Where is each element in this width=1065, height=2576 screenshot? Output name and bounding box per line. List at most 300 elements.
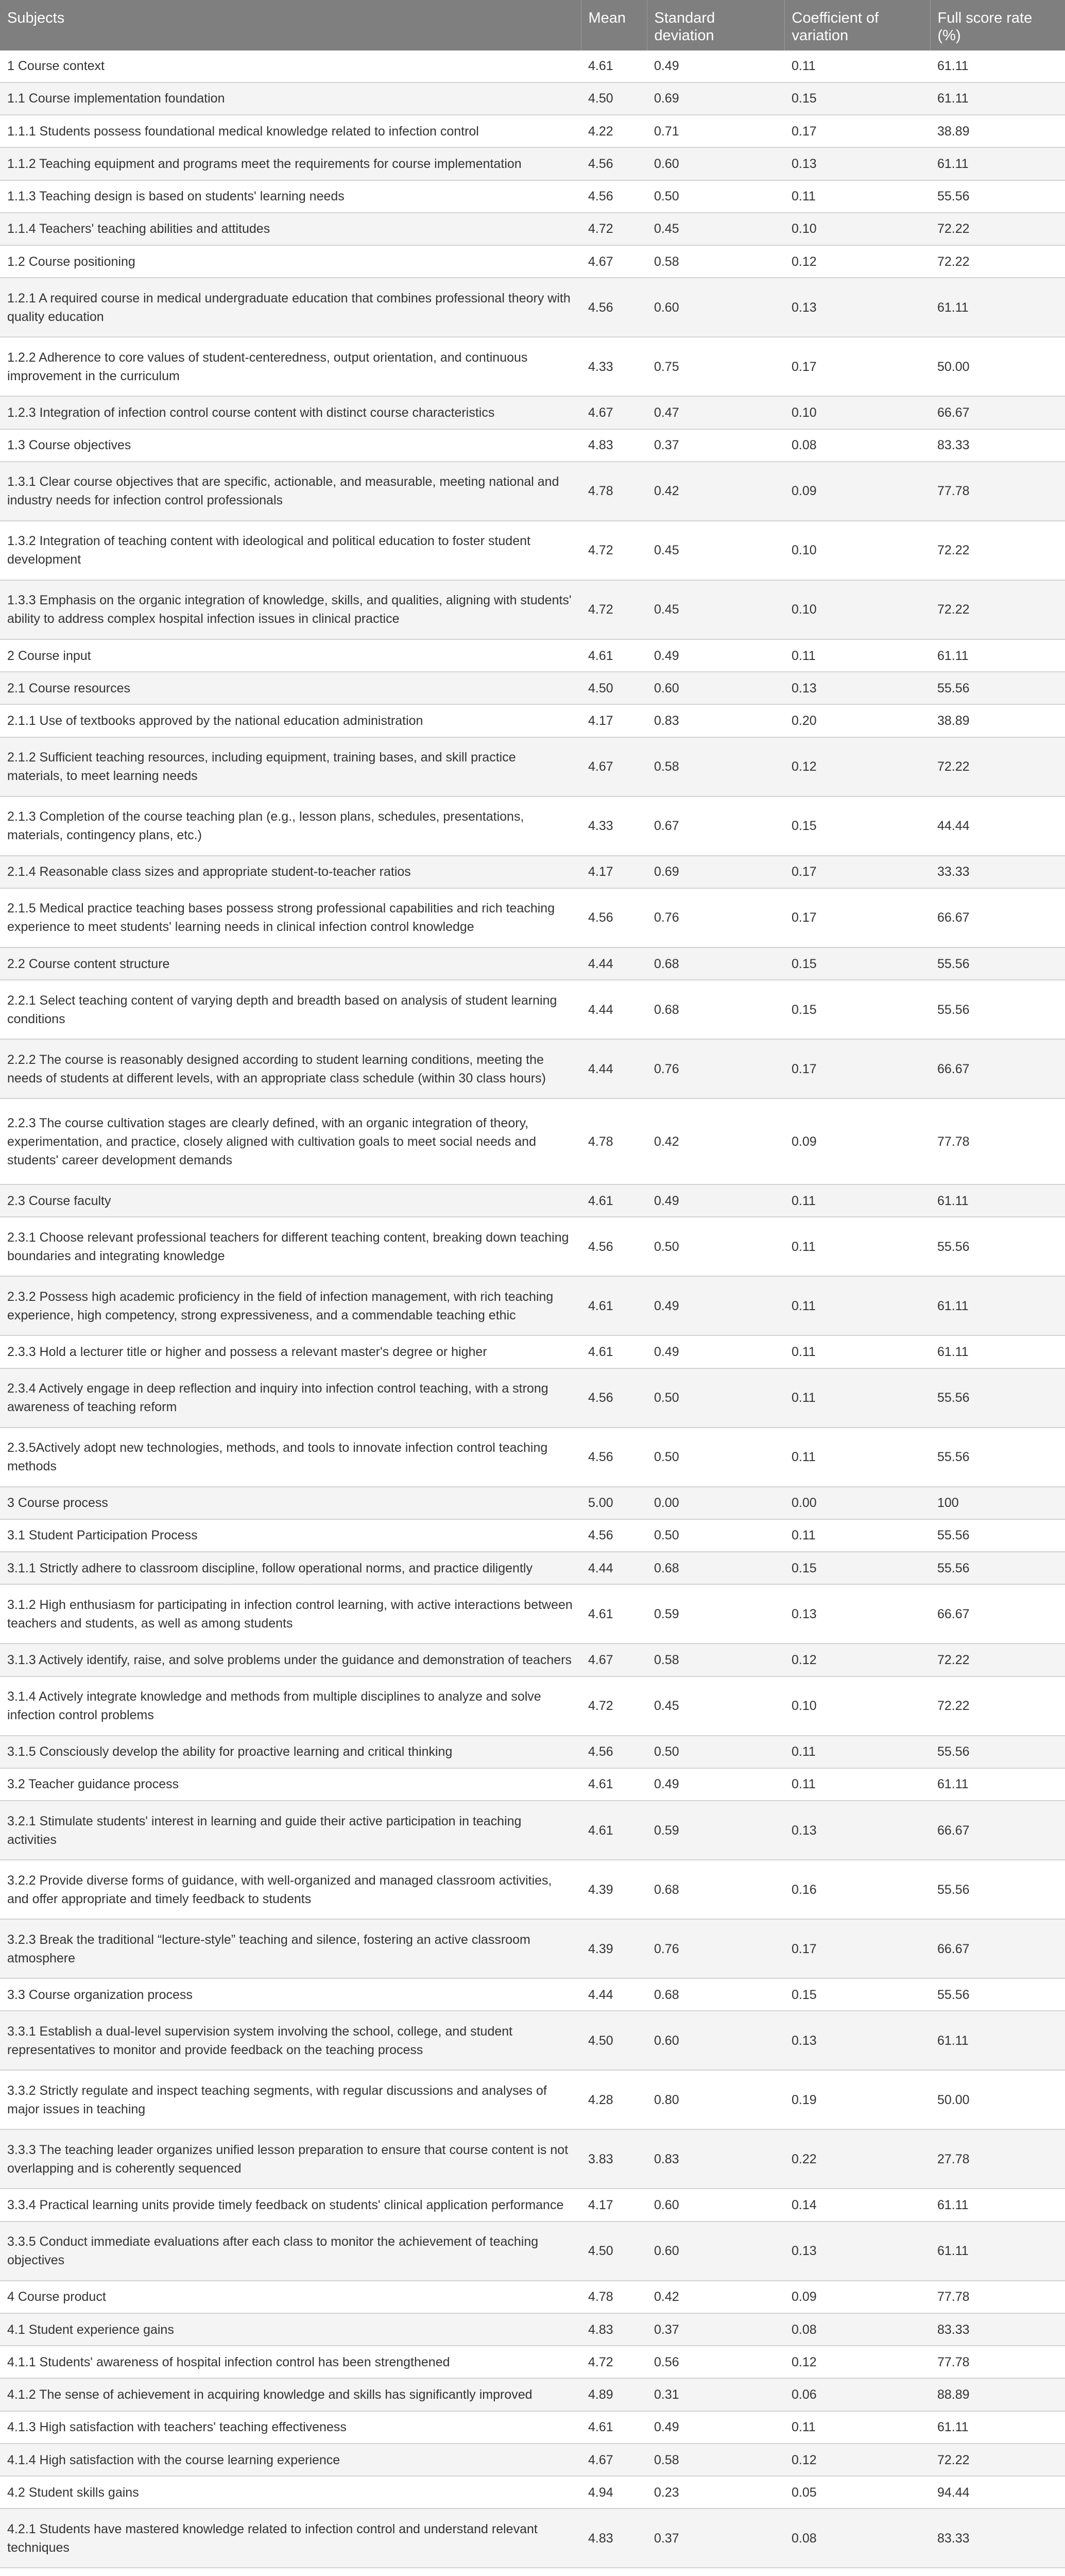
cell-subject: 2.2 Course content structure bbox=[0, 947, 581, 980]
table-row bbox=[0, 278, 1065, 337]
cell-coefficient-of-variation: 0.15 bbox=[784, 796, 930, 856]
table-row bbox=[0, 704, 1065, 737]
cell-subject: 1.2 Course positioning bbox=[0, 245, 581, 278]
cell-standard-deviation: 0.58 bbox=[647, 245, 784, 278]
table-row bbox=[0, 2378, 1065, 2411]
cell-subject: 2.3 Course faculty bbox=[0, 1184, 581, 1217]
cell-full-score-rate: 44.44 bbox=[930, 796, 1065, 856]
table-row bbox=[0, 1736, 1065, 1768]
cell-coefficient-of-variation: 0.11 bbox=[784, 1768, 930, 1801]
cell-standard-deviation: 0.45 bbox=[647, 1676, 784, 1736]
cell-mean: 4.39 bbox=[581, 1919, 647, 1978]
cell-full-score-rate: 61.11 bbox=[930, 2189, 1065, 2221]
cell-mean: 4.50 bbox=[581, 2011, 647, 2070]
cell-mean: 4.56 bbox=[581, 1736, 647, 1768]
cell-standard-deviation: 0.42 bbox=[647, 2281, 784, 2313]
table-row bbox=[0, 1098, 1065, 1184]
cell-standard-deviation: 0.60 bbox=[647, 278, 784, 337]
cell-subject: 3.2 Teacher guidance process bbox=[0, 1768, 581, 1801]
table-row bbox=[0, 2281, 1065, 2313]
cell-full-score-rate bbox=[930, 2568, 1065, 2576]
cell-full-score-rate: 77.78 bbox=[930, 1098, 1065, 1184]
cell-standard-deviation: 0.76 bbox=[647, 1039, 784, 1098]
cell-coefficient-of-variation: 0.13 bbox=[784, 278, 930, 337]
cell-coefficient-of-variation: 0.13 bbox=[784, 672, 930, 704]
cell-mean: 4.17 bbox=[581, 704, 647, 737]
cell-coefficient-of-variation: 0.20 bbox=[784, 704, 930, 737]
cell-subject: 4.1.1 Students' awareness of hospital infection control has been strengthened bbox=[0, 2346, 581, 2378]
table-row bbox=[0, 1217, 1065, 1276]
cell-standard-deviation: 0.60 bbox=[647, 2222, 784, 2281]
cell-subject: 2.1.2 Sufficient teaching resources, including equipment, training bases, and skill practice materials, to meet learning needs bbox=[0, 737, 581, 796]
cell-mean: 4.17 bbox=[581, 2189, 647, 2221]
cell-full-score-rate: 61.11 bbox=[930, 1276, 1065, 1335]
cell-coefficient-of-variation: 0.17 bbox=[784, 1919, 930, 1978]
cell-subject: 2.3.3 Hold a lecturer title or higher and possess a relevant master's degree or higher bbox=[0, 1335, 581, 1368]
cell-coefficient-of-variation: 0.06 bbox=[784, 2378, 930, 2411]
cell-mean: 4.78 bbox=[581, 462, 647, 521]
cell-mean: 4.56 bbox=[581, 1519, 647, 1552]
cell-standard-deviation: 0.50 bbox=[647, 1368, 784, 1428]
cell-coefficient-of-variation: 0.10 bbox=[784, 396, 930, 429]
cell-full-score-rate: 55.56 bbox=[930, 1860, 1065, 1919]
cell-subject: 1.1.4 Teachers' teaching abilities and attitudes bbox=[0, 213, 581, 245]
table-row bbox=[0, 2568, 1065, 2576]
cell-standard-deviation: 0.69 bbox=[647, 82, 784, 115]
cell-coefficient-of-variation: 0.15 bbox=[784, 947, 930, 980]
table-row bbox=[0, 1676, 1065, 1736]
cell-full-score-rate: 61.11 bbox=[930, 1184, 1065, 1217]
cell-full-score-rate: 61.11 bbox=[930, 50, 1065, 82]
table-row bbox=[0, 1584, 1065, 1643]
cell-standard-deviation: 0.45 bbox=[647, 521, 784, 580]
cell-standard-deviation: 0.75 bbox=[647, 337, 784, 396]
cell-subject: 3.3.4 Practical learning units provide timely feedback on students' clinical application performance bbox=[0, 2189, 581, 2221]
table-row bbox=[0, 2129, 1065, 2189]
cell-subject: 2.2.2 The course is reasonably designed according to student learning conditions, meeting the needs of students at different levels, with an appropriate class schedule (within 30 class hours) bbox=[0, 1039, 581, 1098]
cell-mean: 4.56 bbox=[581, 1368, 647, 1428]
cell-mean: 4.72 bbox=[581, 1676, 647, 1736]
cell-coefficient-of-variation: 0.17 bbox=[784, 856, 930, 888]
cell-full-score-rate: 61.11 bbox=[930, 639, 1065, 672]
cell-full-score-rate: 66.67 bbox=[930, 1584, 1065, 1643]
table-row bbox=[0, 1428, 1065, 1487]
table-row bbox=[0, 180, 1065, 213]
cell-mean: 5.00 bbox=[581, 1487, 647, 1519]
table-row bbox=[0, 2411, 1065, 2444]
table-row bbox=[0, 980, 1065, 1039]
cell-standard-deviation: 0.31 bbox=[647, 2378, 784, 2411]
table-row bbox=[0, 1184, 1065, 1217]
cell-mean: 4.67 bbox=[581, 2444, 647, 2476]
cell-subject bbox=[0, 2568, 581, 2576]
cell-coefficient-of-variation: 0.09 bbox=[784, 1098, 930, 1184]
table-row bbox=[0, 521, 1065, 580]
cell-mean: 4.56 bbox=[581, 278, 647, 337]
cell-mean: 4.17 bbox=[581, 856, 647, 888]
cell-full-score-rate: 33.33 bbox=[930, 856, 1065, 888]
cell-mean: 4.33 bbox=[581, 796, 647, 856]
table-row bbox=[0, 1335, 1065, 1368]
cell-mean: 4.72 bbox=[581, 521, 647, 580]
table-row bbox=[0, 1552, 1065, 1584]
cell-full-score-rate: 83.33 bbox=[930, 429, 1065, 462]
cell-subject: 2.3.5Actively adopt new technologies, methods, and tools to innovate infection control teaching methods bbox=[0, 1428, 581, 1487]
cell-subject: 3.1.3 Actively identify, raise, and solve problems under the guidance and demonstration of teachers bbox=[0, 1643, 581, 1676]
cell-full-score-rate: 55.56 bbox=[930, 947, 1065, 980]
table-row bbox=[0, 672, 1065, 704]
cell-coefficient-of-variation: 0.13 bbox=[784, 1801, 930, 1860]
table-row bbox=[0, 2346, 1065, 2378]
cell-subject: 4.1 Student experience gains bbox=[0, 2313, 581, 2346]
cell-subject: 1.3.1 Clear course objectives that are specific, actionable, and measurable, meeting national and industry needs for infection control professionals bbox=[0, 462, 581, 521]
cell-subject: 2.1.3 Completion of the course teaching plan (e.g., lesson plans, schedules, presentations, materials, contingency plans, etc.) bbox=[0, 796, 581, 856]
header-subjects: Subjects bbox=[0, 0, 581, 50]
cell-full-score-rate: 100 bbox=[930, 1487, 1065, 1519]
cell-standard-deviation: 0.68 bbox=[647, 1860, 784, 1919]
cell-mean: 4.72 bbox=[581, 580, 647, 639]
cell-subject: 4.1.3 High satisfaction with teachers' teaching effectiveness bbox=[0, 2411, 581, 2444]
cell-subject: 1.1 Course implementation foundation bbox=[0, 82, 581, 115]
cell-full-score-rate: 61.11 bbox=[930, 278, 1065, 337]
cell-coefficient-of-variation: 0.15 bbox=[784, 1552, 930, 1584]
cell-coefficient-of-variation: 0.17 bbox=[784, 888, 930, 947]
cell-mean: 4.67 bbox=[581, 737, 647, 796]
cell-subject: 1.2.2 Adherence to core values of student-centeredness, output orientation, and continuous improvement in the curriculum bbox=[0, 337, 581, 396]
cell-full-score-rate: 55.56 bbox=[930, 980, 1065, 1039]
cell-standard-deviation: 0.60 bbox=[647, 2011, 784, 2070]
cell-mean: 4.56 bbox=[581, 147, 647, 180]
cell-coefficient-of-variation: 0.11 bbox=[784, 2411, 930, 2444]
cell-full-score-rate: 72.22 bbox=[930, 2444, 1065, 2476]
cell-mean: 4.39 bbox=[581, 1860, 647, 1919]
cell-standard-deviation: 0.68 bbox=[647, 1552, 784, 1584]
cell-subject: 3.3.5 Conduct immediate evaluations after each class to monitor the achievement of teaching objectives bbox=[0, 2222, 581, 2281]
cell-coefficient-of-variation: 0.11 bbox=[784, 1335, 930, 1368]
cell-full-score-rate: 61.11 bbox=[930, 82, 1065, 115]
cell-standard-deviation: 0.58 bbox=[647, 1643, 784, 1676]
cell-subject: 3.2.3 Break the traditional “lecture-style” teaching and silence, fostering an active classroom atmosphere bbox=[0, 1919, 581, 1978]
cell-subject: 3.1.1 Strictly adhere to classroom discipline, follow operational norms, and practice diligently bbox=[0, 1552, 581, 1584]
cell-mean: 4.44 bbox=[581, 980, 647, 1039]
cell-mean: 4.22 bbox=[581, 115, 647, 147]
cell-mean: 4.89 bbox=[581, 2378, 647, 2411]
cell-mean: 4.44 bbox=[581, 1039, 647, 1098]
cell-standard-deviation: 0.37 bbox=[647, 429, 784, 462]
cell-full-score-rate: 72.22 bbox=[930, 1643, 1065, 1676]
table-row bbox=[0, 462, 1065, 521]
cell-coefficient-of-variation: 0.12 bbox=[784, 2346, 930, 2378]
cell-subject: 3.3.3 The teaching leader organizes unified lesson preparation to ensure that course content is not overlapping and is coherently sequenced bbox=[0, 2129, 581, 2189]
header-coefficient-of-variation: Coefficient of variation bbox=[784, 0, 930, 50]
cell-mean: 4.67 bbox=[581, 245, 647, 278]
cell-mean: 4.61 bbox=[581, 1768, 647, 1801]
cell-mean: 4.28 bbox=[581, 2070, 647, 2129]
cell-subject: 3.3.2 Strictly regulate and inspect teaching segments, with regular discussions and analyses of major issues in teaching bbox=[0, 2070, 581, 2129]
cell-standard-deviation: 0.42 bbox=[647, 462, 784, 521]
cell-full-score-rate: 66.67 bbox=[930, 396, 1065, 429]
cell-subject: 1.2.3 Integration of infection control course content with distinct course characteristics bbox=[0, 396, 581, 429]
table-row bbox=[0, 1978, 1065, 2011]
cell-full-score-rate: 55.56 bbox=[930, 1217, 1065, 1276]
cell-subject: 1.1.1 Students possess foundational medical knowledge related to infection control bbox=[0, 115, 581, 147]
cell-coefficient-of-variation: 0.22 bbox=[784, 2129, 930, 2189]
cell-coefficient-of-variation: 0.10 bbox=[784, 1676, 930, 1736]
cell-subject: 1.3.2 Integration of teaching content with ideological and political education to foster student development bbox=[0, 521, 581, 580]
cell-full-score-rate: 88.89 bbox=[930, 2378, 1065, 2411]
cell-coefficient-of-variation: 0.11 bbox=[784, 1428, 930, 1487]
cell-coefficient-of-variation: 0.13 bbox=[784, 147, 930, 180]
cell-standard-deviation: 0.68 bbox=[647, 980, 784, 1039]
cell-coefficient-of-variation: 0.11 bbox=[784, 1184, 930, 1217]
cell-mean: 4.67 bbox=[581, 1643, 647, 1676]
cell-mean: 4.56 bbox=[581, 180, 647, 213]
table-row bbox=[0, 50, 1065, 82]
cell-full-score-rate: 72.22 bbox=[930, 245, 1065, 278]
cell-mean: 4.61 bbox=[581, 639, 647, 672]
cell-standard-deviation: 0.47 bbox=[647, 396, 784, 429]
cell-mean: 4.94 bbox=[581, 2476, 647, 2509]
cell-coefficient-of-variation: 0.16 bbox=[784, 1860, 930, 1919]
cell-full-score-rate: 61.11 bbox=[930, 2411, 1065, 2444]
table-row bbox=[0, 2476, 1065, 2509]
cell-standard-deviation bbox=[647, 2568, 784, 2576]
cell-standard-deviation: 0.45 bbox=[647, 213, 784, 245]
cell-standard-deviation: 0.49 bbox=[647, 1276, 784, 1335]
cell-full-score-rate: 83.33 bbox=[930, 2509, 1065, 2568]
table-body bbox=[0, 50, 1065, 2576]
header-standard-deviation: Standard deviation bbox=[647, 0, 784, 50]
cell-standard-deviation: 0.58 bbox=[647, 2444, 784, 2476]
cell-subject: 1.3.3 Emphasis on the organic integration of knowledge, skills, and qualities, aligning with students' ability to address complex hospital infection issues in clinical practice bbox=[0, 580, 581, 639]
cell-subject: 4 Course product bbox=[0, 2281, 581, 2313]
cell-full-score-rate: 38.89 bbox=[930, 704, 1065, 737]
cell-standard-deviation: 0.58 bbox=[647, 737, 784, 796]
table-row bbox=[0, 2189, 1065, 2221]
table-row bbox=[0, 1039, 1065, 1098]
cell-mean: 4.50 bbox=[581, 82, 647, 115]
cell-full-score-rate: 94.44 bbox=[930, 2476, 1065, 2509]
cell-full-score-rate: 55.56 bbox=[930, 1552, 1065, 1584]
table-row bbox=[0, 856, 1065, 888]
cell-coefficient-of-variation: 0.08 bbox=[784, 429, 930, 462]
cell-standard-deviation: 0.68 bbox=[647, 1978, 784, 2011]
cell-subject: 3.1.5 Consciously develop the ability for proactive learning and critical thinking bbox=[0, 1736, 581, 1768]
cell-mean: 4.61 bbox=[581, 2411, 647, 2444]
cell-mean: 4.72 bbox=[581, 2346, 647, 2378]
cell-full-score-rate: 55.56 bbox=[930, 1368, 1065, 1428]
cell-coefficient-of-variation: 0.00 bbox=[784, 1487, 930, 1519]
cell-mean: 4.67 bbox=[581, 396, 647, 429]
cell-standard-deviation: 0.59 bbox=[647, 1801, 784, 1860]
cell-coefficient-of-variation: 0.15 bbox=[784, 980, 930, 1039]
cell-subject: 3.2.1 Stimulate students' interest in learning and guide their active participation in teaching activities bbox=[0, 1801, 581, 1860]
cell-standard-deviation: 0.67 bbox=[647, 796, 784, 856]
cell-subject: 1.2.1 A required course in medical undergraduate education that combines professional theory with quality education bbox=[0, 278, 581, 337]
cell-mean: 4.56 bbox=[581, 1428, 647, 1487]
cell-standard-deviation: 0.45 bbox=[647, 580, 784, 639]
cell-full-score-rate: 66.67 bbox=[930, 888, 1065, 947]
table-row bbox=[0, 1519, 1065, 1552]
cell-coefficient-of-variation: 0.10 bbox=[784, 213, 930, 245]
cell-full-score-rate: 55.56 bbox=[930, 1736, 1065, 1768]
cell-subject: 2 Course input bbox=[0, 639, 581, 672]
cell-subject: 1 Course context bbox=[0, 50, 581, 82]
cell-coefficient-of-variation: 0.11 bbox=[784, 1519, 930, 1552]
cell-mean: 4.78 bbox=[581, 2281, 647, 2313]
cell-standard-deviation: 0.49 bbox=[647, 1768, 784, 1801]
cell-full-score-rate: 61.11 bbox=[930, 1768, 1065, 1801]
cell-coefficient-of-variation: 0.10 bbox=[784, 521, 930, 580]
cell-standard-deviation: 0.49 bbox=[647, 50, 784, 82]
cell-full-score-rate: 55.56 bbox=[930, 180, 1065, 213]
cell-coefficient-of-variation: 0.13 bbox=[784, 2011, 930, 2070]
cell-standard-deviation: 0.49 bbox=[647, 2411, 784, 2444]
cell-standard-deviation: 0.68 bbox=[647, 947, 784, 980]
table-row bbox=[0, 2444, 1065, 2476]
cell-standard-deviation: 0.83 bbox=[647, 2129, 784, 2189]
cell-standard-deviation: 0.50 bbox=[647, 1736, 784, 1768]
cell-subject: 3.3 Course organization process bbox=[0, 1978, 581, 2011]
cell-full-score-rate: 27.78 bbox=[930, 2129, 1065, 2189]
cell-full-score-rate: 38.89 bbox=[930, 115, 1065, 147]
cell-standard-deviation: 0.60 bbox=[647, 672, 784, 704]
cell-coefficient-of-variation: 0.17 bbox=[784, 337, 930, 396]
cell-subject: 4.2 Student skills gains bbox=[0, 2476, 581, 2509]
cell-full-score-rate: 77.78 bbox=[930, 462, 1065, 521]
cell-subject: 4.1.2 The sense of achievement in acquiring knowledge and skills has significantly improved bbox=[0, 2378, 581, 2411]
cell-coefficient-of-variation: 0.11 bbox=[784, 50, 930, 82]
cell-coefficient-of-variation: 0.12 bbox=[784, 245, 930, 278]
cell-coefficient-of-variation: 0.13 bbox=[784, 1584, 930, 1643]
table-row bbox=[0, 396, 1065, 429]
cell-coefficient-of-variation: 0.12 bbox=[784, 737, 930, 796]
cell-coefficient-of-variation: 0.09 bbox=[784, 462, 930, 521]
cell-mean: 4.61 bbox=[581, 1584, 647, 1643]
table-row bbox=[0, 2011, 1065, 2070]
cell-mean: 4.44 bbox=[581, 1978, 647, 2011]
cell-full-score-rate: 50.00 bbox=[930, 2070, 1065, 2129]
cell-full-score-rate: 50.00 bbox=[930, 337, 1065, 396]
cell-standard-deviation: 0.23 bbox=[647, 2476, 784, 2509]
cell-mean: 4.50 bbox=[581, 2222, 647, 2281]
table-row bbox=[0, 2313, 1065, 2346]
cell-full-score-rate: 77.78 bbox=[930, 2281, 1065, 2313]
cell-subject: 4.2.1 Students have mastered knowledge related to infection control and understand relevant techniques bbox=[0, 2509, 581, 2568]
table-row bbox=[0, 82, 1065, 115]
cell-coefficient-of-variation: 0.17 bbox=[784, 115, 930, 147]
cell-coefficient-of-variation: 0.19 bbox=[784, 2070, 930, 2129]
cell-mean: 4.61 bbox=[581, 1276, 647, 1335]
cell-coefficient-of-variation: 0.13 bbox=[784, 2222, 930, 2281]
cell-mean: 4.83 bbox=[581, 2509, 647, 2568]
table-row bbox=[0, 1860, 1065, 1919]
cell-subject: 3.2.2 Provide diverse forms of guidance, with well-organized and managed classroom activities, and offer appropriate and timely feedback to students bbox=[0, 1860, 581, 1919]
cell-coefficient-of-variation bbox=[784, 2568, 930, 2576]
cell-standard-deviation: 0.49 bbox=[647, 1184, 784, 1217]
table-row bbox=[0, 337, 1065, 396]
table-row bbox=[0, 947, 1065, 980]
cell-standard-deviation: 0.76 bbox=[647, 888, 784, 947]
table-row bbox=[0, 2070, 1065, 2129]
table-header-row bbox=[0, 0, 1065, 50]
cell-standard-deviation: 0.80 bbox=[647, 2070, 784, 2129]
table-row bbox=[0, 1487, 1065, 1519]
cell-full-score-rate: 77.78 bbox=[930, 2346, 1065, 2378]
table-row bbox=[0, 1801, 1065, 1860]
cell-mean: 4.72 bbox=[581, 213, 647, 245]
cell-coefficient-of-variation: 0.11 bbox=[784, 639, 930, 672]
table-row bbox=[0, 1768, 1065, 1801]
cell-full-score-rate: 61.11 bbox=[930, 2222, 1065, 2281]
cell-coefficient-of-variation: 0.15 bbox=[784, 82, 930, 115]
cell-full-score-rate: 55.56 bbox=[930, 672, 1065, 704]
cell-standard-deviation: 0.49 bbox=[647, 1335, 784, 1368]
cell-standard-deviation: 0.60 bbox=[647, 2189, 784, 2221]
cell-full-score-rate: 61.11 bbox=[930, 1335, 1065, 1368]
cell-standard-deviation: 0.37 bbox=[647, 2313, 784, 2346]
cell-mean: 4.33 bbox=[581, 337, 647, 396]
table-row bbox=[0, 245, 1065, 278]
cell-full-score-rate: 72.22 bbox=[930, 1676, 1065, 1736]
table-row bbox=[0, 796, 1065, 856]
cell-subject: 3.1.2 High enthusiasm for participating in infection control learning, with active interactions between teachers and students, as well as among students bbox=[0, 1584, 581, 1643]
cell-mean: 4.61 bbox=[581, 1184, 647, 1217]
cell-subject: 2.2.3 The course cultivation stages are clearly defined, with an organic integration of theory, experimentation, and practice, closely aligned with cultivation goals to meet social needs and students' career development demands bbox=[0, 1098, 581, 1184]
table-row bbox=[0, 580, 1065, 639]
cell-full-score-rate: 66.67 bbox=[930, 1919, 1065, 1978]
table-row bbox=[0, 2509, 1065, 2568]
cell-mean: 4.61 bbox=[581, 1801, 647, 1860]
cell-subject: 2.3.1 Choose relevant professional teachers for different teaching content, breaking down teaching boundaries and integrating knowledge bbox=[0, 1217, 581, 1276]
table-row bbox=[0, 2222, 1065, 2281]
cell-coefficient-of-variation: 0.11 bbox=[784, 1368, 930, 1428]
cell-subject: 1.1.2 Teaching equipment and programs meet the requirements for course implementation bbox=[0, 147, 581, 180]
cell-subject: 2.1.4 Reasonable class sizes and appropriate student-to-teacher ratios bbox=[0, 856, 581, 888]
cell-coefficient-of-variation: 0.11 bbox=[784, 1276, 930, 1335]
cell-standard-deviation: 0.50 bbox=[647, 180, 784, 213]
cell-standard-deviation: 0.49 bbox=[647, 639, 784, 672]
header-mean: Mean bbox=[581, 0, 647, 50]
cell-mean: 3.83 bbox=[581, 2129, 647, 2189]
cell-full-score-rate: 61.11 bbox=[930, 2011, 1065, 2070]
table-row bbox=[0, 1276, 1065, 1335]
cell-full-score-rate: 72.22 bbox=[930, 521, 1065, 580]
table-row bbox=[0, 429, 1065, 462]
cell-subject: 2.3.4 Actively engage in deep reflection and inquiry into infection control teaching, with a strong awareness of teaching reform bbox=[0, 1368, 581, 1428]
cell-mean: 4.50 bbox=[581, 672, 647, 704]
cell-subject: 2.3.2 Possess high academic proficiency in the field of infection management, with rich teaching experience, high competency, strong expressiveness, and a commendable teaching ethic bbox=[0, 1276, 581, 1335]
cell-subject: 1.3 Course objectives bbox=[0, 429, 581, 462]
cell-coefficient-of-variation: 0.11 bbox=[784, 180, 930, 213]
table-row bbox=[0, 639, 1065, 672]
cell-full-score-rate: 61.11 bbox=[930, 147, 1065, 180]
cell-standard-deviation: 0.42 bbox=[647, 1098, 784, 1184]
cell-standard-deviation: 0.69 bbox=[647, 856, 784, 888]
cell-subject: 3.1.4 Actively integrate knowledge and methods from multiple disciplines to analyze and solve infection control problems bbox=[0, 1676, 581, 1736]
cell-standard-deviation: 0.37 bbox=[647, 2509, 784, 2568]
cell-mean: 4.61 bbox=[581, 1335, 647, 1368]
cell-standard-deviation: 0.56 bbox=[647, 2346, 784, 2378]
cell-coefficient-of-variation: 0.17 bbox=[784, 1039, 930, 1098]
cell-coefficient-of-variation: 0.11 bbox=[784, 1736, 930, 1768]
cell-standard-deviation: 0.60 bbox=[647, 147, 784, 180]
cell-full-score-rate: 55.56 bbox=[930, 1978, 1065, 2011]
cell-coefficient-of-variation: 0.14 bbox=[784, 2189, 930, 2221]
cell-coefficient-of-variation: 0.15 bbox=[784, 1978, 930, 2011]
cell-mean: 4.83 bbox=[581, 429, 647, 462]
cell-subject: 2.1 Course resources bbox=[0, 672, 581, 704]
